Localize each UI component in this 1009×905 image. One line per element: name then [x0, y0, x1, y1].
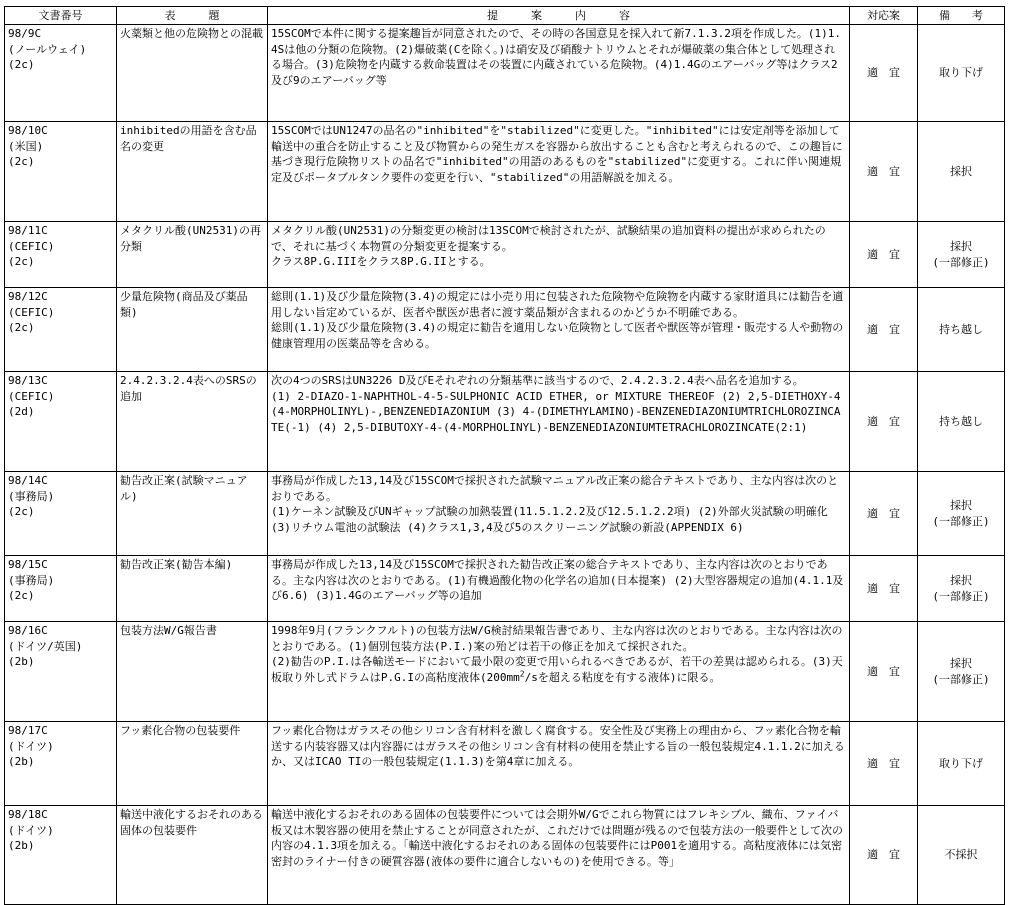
title-cell: 火薬類と他の危険物との混載: [117, 25, 268, 122]
doc-no-cell: 98/18C (ドイツ) (2b): [5, 806, 117, 905]
table-row: [5, 288, 1005, 372]
remarks-cell: 不採択: [918, 806, 1005, 905]
remarks-cell: 採択 (一部修正): [918, 556, 1005, 622]
doc-no-cell: 98/10C (米国) (2c): [5, 122, 117, 222]
table-row: [5, 25, 1005, 122]
doc-no-cell: 98/16C (ドイツ/英国) (2b): [5, 622, 117, 722]
content-superscript: 2: [519, 668, 525, 678]
content-text-b: /sを超える粘度を有する液体)に限る。: [524, 670, 721, 684]
response-cell: 適 宜: [850, 472, 918, 556]
content-cell: メタクリル酸(UN2531)の分類変更の検討は13SCOMで検討されたが、試験結果の追加資料の提出が求められたので、それに基づく本物質の分類変更を提案する。 クラス8P.G.IIIをクラス8P.G.IIとする。: [268, 222, 850, 288]
doc-no-cell: 98/13C (CEFIC) (2d): [5, 372, 117, 472]
remarks-cell: 採択 (一部修正): [918, 622, 1005, 722]
remarks-cell: 取り下げ: [918, 25, 1005, 122]
remarks-cell: 採択: [918, 122, 1005, 222]
response-cell: 適 宜: [850, 722, 918, 806]
header-row: [5, 7, 1005, 25]
title-cell: メタクリル酸(UN2531)の再分類: [117, 222, 268, 288]
table-row: [5, 806, 1005, 905]
table-row: [5, 122, 1005, 222]
header-title: 表 題: [117, 7, 268, 25]
title-cell: 勧告改正案(勧告本編): [117, 556, 268, 622]
remarks-cell: 取り下げ: [918, 722, 1005, 806]
remarks-cell: 持ち越し: [918, 288, 1005, 372]
response-cell: 適 宜: [850, 122, 918, 222]
remarks-cell: 採択 (一部修正): [918, 472, 1005, 556]
table-row: [5, 556, 1005, 622]
title-cell: 2.4.2.3.2.4表へのSRSの追加: [117, 372, 268, 472]
content-text-a: 1998年9月(フランクフルト)の包装方法W/G検討結果報告書であり、主な内容は次のとおりである。主な内容は次のとおりである。(1)個別包装方法(P.I.)案の殆どは若干の修正を加えて採択された。 (2)勧告のP.I.は各輸送モードにおいて最小限の変更で用いられるべきであるが、若干の差異は認められる。(3)天板取り外し式ドラムはP.G.Iの高粘度液体(200mm: [271, 624, 843, 684]
header-response: 対応案: [850, 7, 918, 25]
title-cell: inhibitedの用語を含む品名の変更: [117, 122, 268, 222]
header-content: 提 案 内 容: [268, 7, 850, 25]
table-row: [5, 472, 1005, 556]
proposal-table: [4, 6, 1005, 905]
response-cell: 適 宜: [850, 806, 918, 905]
table-row: [5, 622, 1005, 722]
remarks-cell: 持ち越し: [918, 372, 1005, 472]
header-remarks: 備 考: [918, 7, 1005, 25]
content-cell: 15SCOMではUN1247の品名の"inhibited"を"stabilized"に変更した。"inhibited"には安定剤等を添加して輸送中の重合を防止すること及び物質からの発生ガスを容器から放出することも含むと考えられるので、この趣旨に基づき現行危険物リストの品名で"inhibited"の用語のあるものを"stabilized"に変更する。これに伴い関連規定及びポータブルタンク要件の変更を行い、"stabilized"の用語解説を加える。: [268, 122, 850, 222]
content-cell: 事務局が作成した13,14及び15SCOMで採択された勧告改正案の総合テキストであり、主な内容は次のとおりである。主な内容は次のとおりである。(1)有機過酸化物の化学名の追加(日本提案) (2)大型容器規定の追加(4.1.1及び6.6) (3)1.4Gのエアーバッグ等の追加: [268, 556, 850, 622]
doc-no-cell: 98/17C (ドイツ) (2b): [5, 722, 117, 806]
response-cell: 適 宜: [850, 288, 918, 372]
response-cell: 適 宜: [850, 25, 918, 122]
table-row: [5, 222, 1005, 288]
table-row: [5, 372, 1005, 472]
header-doc-no: 文書番号: [5, 7, 117, 25]
content-cell: 事務局が作成した13,14及び15SCOMで採択された試験マニュアル改正案の総合テキストであり、主な内容は次のとおりである。 (1)ケーネン試験及びUNギャップ試験の加熱装置(11.5.1.2.2及び12.5.1.2.2項) (2)外部火災試験の明確化(3)リチウム電池の試験法 (4)クラス1,3,4及び5のスクリーニング試験の新設(APPENDIX 6): [268, 472, 850, 556]
doc-no-cell: 98/14C (事務局) (2c): [5, 472, 117, 556]
doc-no-cell: 98/12C (CEFIC) (2c): [5, 288, 117, 372]
content-cell: 輸送中液化するおそれのある固体の包装要件については会期外W/Gでこれら物質にはフレキシブル、織布、ファイバ板又は木製容器の使用を禁止することが同意されたが、これだけでは問題が残るので包装方法の一般要件として次の内容の4.1.3項を加える。「輸送中液化するおそれのある固体の包装要件にはP001を適用する。高粘度液体には気密密封のライナー付きの硬質容器(液体の要件に適合しないもの)を使用できる。等」: [268, 806, 850, 905]
content-cell: 総則(1.1)及び少量危険物(3.4)の規定には小売り用に包装された危険物や危険物を内蔵する家財道具には勧告を適用しない旨定めているが、医者や獣医が患者に渡す薬品類が含まれるのかどうか不明確である。 総則(1.1)及び少量危険物(3.4)の規定に勧告を適用しない危険物として医者や獣医等が管理・販売する人や動物の健康管理用の医薬品等を含める。: [268, 288, 850, 372]
doc-no-cell: 98/9C (ノールウェイ) (2c): [5, 25, 117, 122]
title-cell: 包装方法W/G報告書: [117, 622, 268, 722]
title-cell: 少量危険物(商品及び薬品類): [117, 288, 268, 372]
doc-no-cell: 98/11C (CEFIC) (2c): [5, 222, 117, 288]
title-cell: 勧告改正案(試験マニュアル): [117, 472, 268, 556]
table-row: [5, 722, 1005, 806]
content-cell: フッ素化合物はガラスその他シリコン含有材料を激しく腐食する。安全性及び実務上の理由から、フッ素化合物を輸送する内装容器又は内容器にはガラスその他シリコン含有材料の使用を禁止する旨の一般包装規定4.1.1.2に加えるか、又はICAO TIの一般包装規定(1.1.3)を第4章に加える。: [268, 722, 850, 806]
content-cell: [268, 622, 850, 722]
response-cell: 適 宜: [850, 372, 918, 472]
content-cell: 15SCOMで本件に関する提案趣旨が同意されたので、その時の各国意見を採入れて新7.1.3.2項を作成した。(1)1.4Sは他の分類の危険物。(2)爆破薬(Cを除く。)は硝安及び硝酸ナトリウムとそれが爆破薬の集合体として処理される場合。(3)危険物を内蔵する救命装置はその装置に内蔵されている危険物。(4)1.4Gのエアーバッグ等はクラス2及び9のエアーバッグ等: [268, 25, 850, 122]
remarks-cell: 採択 (一部修正): [918, 222, 1005, 288]
content-cell: 次の4つのSRSはUN3226 D及びEそれぞれの分類基準に該当するので、2.4.2.3.2.4表へ品名を追加する。 (1) 2-DIAZO-1-NAPHTHOL-4-5-SULPHONIC ACID ETHER, or MIXTURE THEREOF (2) 2,5-DIETHOXY-4(4-MORPHOLINYL)-,BENZENEDIAZONIUM (3) 4-(DIMETHYLAMINO)-BENZENEDIAZONIUMTRICHLOROZINCATE(-1) (4) 2,5-DIBUTOXY-4-(4-MORPHOLINYL)-BENZENEDIAZONIUMTETRACHLOROZINCATE(2:1): [268, 372, 850, 472]
title-cell: フッ素化合物の包装要件: [117, 722, 268, 806]
response-cell: 適 宜: [850, 622, 918, 722]
response-cell: 適 宜: [850, 556, 918, 622]
doc-no-cell: 98/15C (事務局) (2c): [5, 556, 117, 622]
response-cell: 適 宜: [850, 222, 918, 288]
title-cell: 輸送中液化するおそれのある固体の包装要件: [117, 806, 268, 905]
